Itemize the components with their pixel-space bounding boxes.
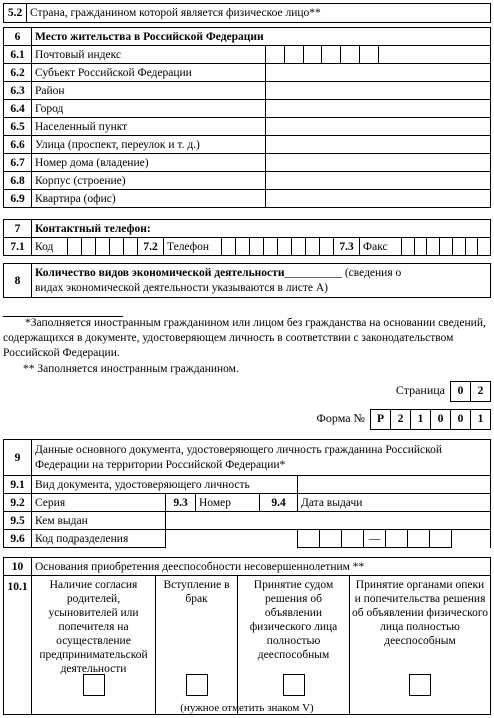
phone-cell[interactable] <box>292 238 306 256</box>
row-number: 7 <box>4 220 32 238</box>
phone-cell[interactable] <box>278 238 292 256</box>
phone-cell[interactable] <box>320 238 334 256</box>
doc-number-label: Номер <box>196 494 260 512</box>
row-number: 6.5 <box>4 118 32 136</box>
row-number: 7.1 <box>4 238 32 256</box>
building-label: Корпус (строение) <box>32 172 266 190</box>
fax-cell[interactable] <box>478 238 491 256</box>
house-field[interactable] <box>266 154 491 172</box>
division-code-label: Код подразделения <box>32 530 166 548</box>
phone-cell[interactable] <box>264 238 278 256</box>
row-number: 6.9 <box>4 190 32 208</box>
section-7-phone <box>3 219 491 256</box>
row-number: 6.8 <box>4 172 32 190</box>
footnote-1: *Заполняется иностранным гражданином или лицом без гражданства на основании сведений, содержащихся в документе, удостоверяющем личность в соответствии с законодательством Российской Федерации. <box>3 317 486 359</box>
fax-cell[interactable] <box>414 238 427 256</box>
row-number: 6 <box>4 28 32 46</box>
area-code-cell[interactable] <box>96 238 110 256</box>
postal-code-cell[interactable] <box>266 46 285 64</box>
form-label: Форма № <box>316 411 365 425</box>
house-label: Номер дома (владение) <box>32 154 266 172</box>
option-guardianship-label: Принятие органами опеки и попечительства решения об объявлении физического лица полностью дееспособным <box>352 579 489 647</box>
row-number: 6.3 <box>4 82 32 100</box>
area-code-cell[interactable] <box>110 238 124 256</box>
form-digit: 0 <box>450 409 471 430</box>
row-number: 9.6 <box>4 530 32 548</box>
division-code-cell[interactable] <box>298 530 320 548</box>
division-code-cell[interactable] <box>386 530 408 548</box>
row-number: 6.6 <box>4 136 32 154</box>
fax-cell[interactable] <box>452 238 465 256</box>
district-label: Район <box>32 82 266 100</box>
page-digit: 2 <box>470 381 491 402</box>
activities-note: (сведения о <box>344 267 402 279</box>
division-code-cell[interactable] <box>408 530 430 548</box>
division-code-dash: — <box>364 530 386 548</box>
doc-type-label: Вид документа, удостоверяющего личность <box>32 476 298 494</box>
street-field[interactable] <box>266 136 491 154</box>
page-digit: 0 <box>450 381 471 402</box>
option-court-label: Принятие судом решения об объявлении физического лица полностью дееспособным <box>249 579 338 661</box>
row-number: 10 <box>4 558 32 576</box>
phone-label: Телефон <box>164 238 222 256</box>
phone-cell[interactable] <box>306 238 320 256</box>
settlement-field[interactable] <box>266 118 491 136</box>
region-label: Субъект Российской Федерации <box>32 64 266 82</box>
identity-doc-title: Данные основного документа, удостоверяющего личность гражданина Российской Федерации на территории Российской Федерации* <box>32 440 491 476</box>
option-marriage-checkbox[interactable] <box>186 674 208 696</box>
section-8-activities <box>3 263 491 298</box>
row-number: 6.4 <box>4 100 32 118</box>
area-code-cell[interactable] <box>68 238 82 256</box>
row-number: 9.3 <box>166 494 196 512</box>
fax-label: Факс <box>360 238 402 256</box>
row-number: 6.1 <box>4 46 32 64</box>
area-code-label: Код <box>32 238 68 256</box>
form-digit: 0 <box>430 409 451 430</box>
division-code-cell[interactable] <box>320 530 342 548</box>
activities-note-cont: видах экономической деятельности указываются в листе А) <box>35 282 328 294</box>
issue-date-label: Дата выдачи <box>298 494 491 512</box>
activities-title: Количество видов экономической деятельности <box>35 267 285 279</box>
form-digit: Р <box>370 409 391 430</box>
row-number: 6.7 <box>4 154 32 172</box>
capacity-title: Основания приобретения дееспособности несовершеннолетним ** <box>32 558 491 576</box>
division-code-cell[interactable] <box>430 530 452 548</box>
city-label: Город <box>32 100 266 118</box>
postal-code-cell[interactable] <box>303 46 322 64</box>
postal-code-cell[interactable] <box>359 46 378 64</box>
row-number: 10.1 <box>4 576 32 715</box>
section-10-capacity <box>3 557 491 715</box>
footnote-2: ** Заполняется иностранным гражданином. <box>23 363 239 375</box>
issued-by-label: Кем выдан <box>32 512 166 530</box>
form-number <box>316 409 491 430</box>
fax-cell[interactable] <box>427 238 440 256</box>
row-number: 7.3 <box>334 238 360 256</box>
fax-cell[interactable] <box>402 238 415 256</box>
doc-type-field[interactable] <box>298 476 491 494</box>
section-5-2 <box>3 3 491 23</box>
area-code-cell[interactable] <box>82 238 96 256</box>
form-digit: 2 <box>390 409 411 430</box>
activities-count-blank[interactable]: __________ <box>284 267 342 279</box>
row-number: 9.1 <box>4 476 32 494</box>
option-court-checkbox[interactable] <box>283 674 305 696</box>
form-digit: 1 <box>470 409 491 430</box>
row-number: 7.2 <box>138 238 164 256</box>
phone-cell[interactable] <box>222 238 236 256</box>
citizenship-country-label: Страна, гражданином которой является физическое лицо** <box>27 4 491 23</box>
form-digit: 1 <box>410 409 431 430</box>
district-field[interactable] <box>266 82 491 100</box>
fax-cell[interactable] <box>440 238 453 256</box>
row-number: 8 <box>4 264 32 298</box>
region-field[interactable] <box>266 64 491 82</box>
option-consent-label: Наличие согласия родителей, усыновителей или попечителя на осуществление предпринимательской деятельности <box>39 579 148 675</box>
section-6-residence <box>3 27 491 208</box>
row-number: 9 <box>4 440 32 476</box>
postal-code-cell[interactable] <box>322 46 341 64</box>
apartment-label: Квартира (офис) <box>32 190 266 208</box>
fax-cell[interactable] <box>465 238 478 256</box>
apartment-field[interactable] <box>266 190 491 208</box>
page-label: Страница <box>395 383 445 397</box>
postal-code-cell[interactable] <box>341 46 360 64</box>
issued-by-field[interactable] <box>166 512 491 530</box>
option-consent-checkbox[interactable] <box>83 674 105 696</box>
settlement-label: Населенный пункт <box>32 118 266 136</box>
phone-cell[interactable] <box>236 238 250 256</box>
building-field[interactable] <box>266 172 491 190</box>
city-field[interactable] <box>266 100 491 118</box>
option-guardianship-checkbox[interactable] <box>409 674 431 696</box>
phone-title: Контактный телефон: <box>32 220 491 238</box>
division-code-cell[interactable] <box>342 530 364 548</box>
option-marriage-label: Вступление в брак <box>163 579 230 605</box>
series-label: Серия <box>32 494 166 512</box>
row-number: 5.2 <box>4 4 27 23</box>
postal-code-label: Почтовый индекс <box>32 46 266 64</box>
row-number: 9.5 <box>4 512 32 530</box>
residence-title: Место жительства в Российской Федерации <box>32 28 491 46</box>
street-label: Улица (проспект, переулок и т. д.) <box>32 136 266 154</box>
postal-code-cell[interactable] <box>284 46 303 64</box>
phone-cell[interactable] <box>250 238 264 256</box>
checkbox-note: (нужное отметить знаком V) <box>180 702 314 714</box>
page-number <box>396 381 491 402</box>
section-9-identity-document <box>3 439 491 548</box>
area-code-cell[interactable] <box>124 238 138 256</box>
row-number: 9.4 <box>260 494 298 512</box>
row-number: 9.2 <box>4 494 32 512</box>
row-number: 6.2 <box>4 64 32 82</box>
